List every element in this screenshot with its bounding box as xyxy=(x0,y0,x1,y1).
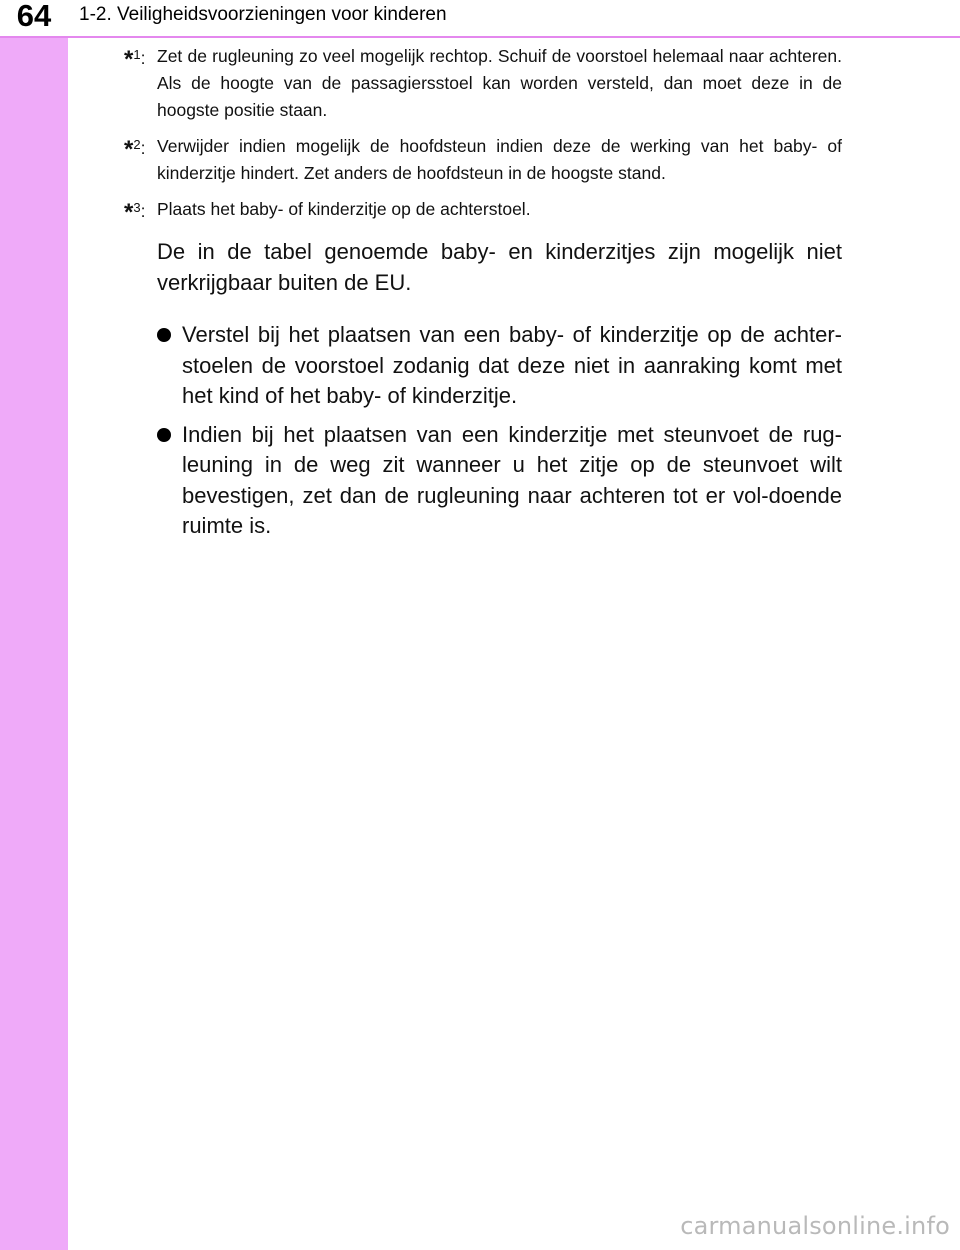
bullet-item xyxy=(157,420,842,542)
side-color-band xyxy=(0,0,68,1250)
body-paragraph: De in de tabel genoemde baby- en kinderzitjes zijn mogelijk niet verkrijgbaar buiten de EU. xyxy=(157,239,842,295)
bullet-dot-icon xyxy=(157,328,171,342)
watermark-text: carmanualsonline.info xyxy=(680,1212,950,1240)
footnote-number: 3 xyxy=(133,200,141,215)
footnote-text: Plaats het baby- of kinderzitje op de achterstoel. xyxy=(157,199,531,219)
section-title: 1-2. Veiligheidsvoorzieningen voor kinderen xyxy=(79,4,447,25)
footnote-3 xyxy=(124,196,842,226)
bullet-text: Verstel bij het plaatsen van een baby- of kinderzitje op de achter-stoelen de voorstoel zodanig dat deze niet in aanraking komt met het kind of het baby- of kinderzitje. xyxy=(182,322,842,408)
page-content xyxy=(124,43,842,542)
footnote-2 xyxy=(124,133,842,187)
footnote-marker xyxy=(124,43,145,72)
footnote-text: Zet de rugleuning zo veel mogelijk rechtop. Schuif de voorstoel helemaal naar achteren. Als de hoogte van de passagiersstoel kan worden versteld, dan moet deze in de hoogste positie staan. xyxy=(157,46,842,120)
footnote-1 xyxy=(124,43,842,124)
footnote-colon: : xyxy=(140,138,146,158)
footnote-marker xyxy=(124,196,145,225)
bullet-text: Indien bij het plaatsen van een kinderzitje met steunvoet de rug-leuning in de weg zit wanneer u het zitje op de steunvoet wilt bevestigen, zet dan de rugleuning naar achteren tot er vol-doende ruimte is. xyxy=(182,421,842,538)
footnote-number: 1 xyxy=(133,47,141,62)
footnote-colon: : xyxy=(140,201,146,221)
header-rule xyxy=(0,36,960,38)
footnote-marker xyxy=(124,133,145,162)
asterisk-icon: * xyxy=(124,199,134,226)
footnote-colon: : xyxy=(140,48,146,68)
page-number: 64 xyxy=(16,0,52,33)
asterisk-icon: * xyxy=(124,136,134,163)
footnote-number: 2 xyxy=(133,137,141,152)
asterisk-icon: * xyxy=(124,46,134,73)
bullet-dot-icon xyxy=(157,428,171,442)
footnote-text: Verwijder indien mogelijk de hoofdsteun indien deze de werking van het baby- of kinderzitje hindert. Zet anders de hoofdsteun in de hoogste stand. xyxy=(157,136,842,183)
bullet-item xyxy=(157,320,842,412)
